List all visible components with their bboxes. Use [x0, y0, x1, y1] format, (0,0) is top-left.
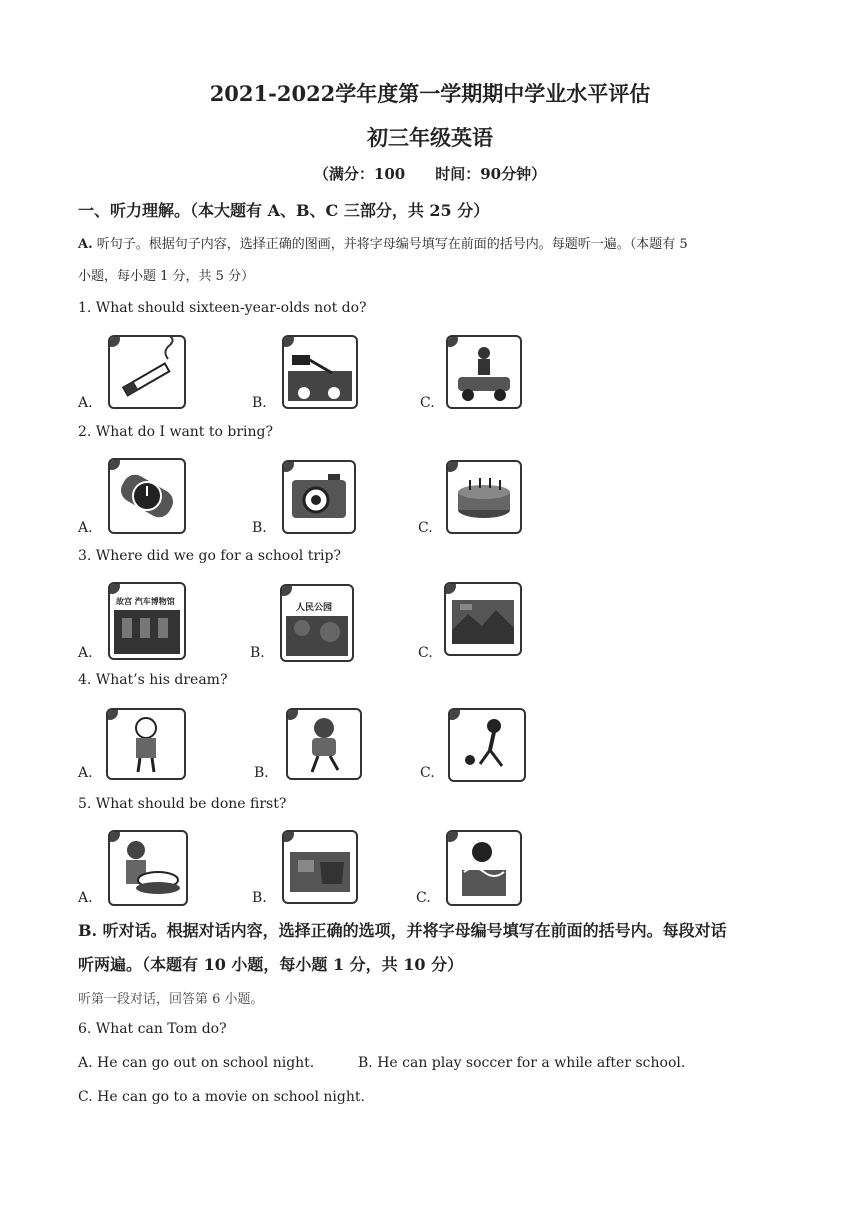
time-info: 时间：90分钟） — [435, 165, 547, 183]
museum-sign-text: 故宫 汽车博物馆 — [116, 596, 175, 606]
football-player-icon — [286, 708, 362, 780]
option-label: B. — [254, 765, 269, 781]
soccer-player-icon — [448, 708, 526, 782]
park-sign-icon — [280, 584, 354, 662]
section-heading: 一、听力理解。（本大题有 A、B、C 三部分，共 25 分） — [78, 201, 490, 220]
option-label: A. — [78, 890, 93, 906]
option-label: A. — [78, 765, 93, 781]
option-label: B. — [252, 395, 267, 411]
question-6-option-c: C. He can go to a movie on school night. — [78, 1089, 365, 1105]
option-label: C. — [418, 645, 433, 661]
question-2: 2. What do I want to bring? — [78, 424, 274, 440]
question-6: 6. What can Tom do? — [78, 1021, 227, 1037]
option-label: C. — [416, 890, 431, 906]
option-label: C. — [418, 520, 433, 536]
watch-icon — [108, 458, 186, 534]
construction-icon — [282, 335, 358, 409]
question-1: 1. What should sixteen-year-olds not do? — [78, 300, 367, 316]
option-label: B. — [250, 645, 265, 661]
score-info: （满分：100 — [313, 165, 406, 183]
question-6-option-a: A. He can go out on school night. — [78, 1055, 315, 1071]
part-a-instruction-line2: 小题，每小题 1 分，共 5 分） — [78, 269, 255, 284]
option-label: A. — [78, 520, 93, 536]
option-label: C. — [420, 765, 435, 781]
laundry-icon — [446, 830, 522, 906]
question-5: 5. What should be done first? — [78, 796, 287, 812]
camera-icon — [282, 460, 356, 534]
museum-sign-icon — [108, 582, 186, 660]
part-b-instruction-line1: B. 听对话。根据对话内容，选择正确的选项，并将字母编号填写在前面的括号内。每段对话 — [78, 921, 727, 940]
driving-car-icon — [446, 335, 522, 409]
park-sign-text: 人民公园 — [296, 603, 333, 613]
washing-dishes-icon — [108, 830, 188, 906]
document-title: 2021-2022学年度第一学期期中学业水平评估 — [209, 81, 651, 106]
document-subtitle: 初三年级英语 — [367, 125, 493, 150]
option-label: A. — [78, 395, 93, 411]
option-label: C. — [420, 395, 435, 411]
question-3: 3. Where did we go for a school trip? — [78, 548, 341, 564]
exam-meta — [0, 163, 860, 184]
dialogue-instruction: 听第一段对话，回答第 6 小题。 — [78, 992, 264, 1007]
cigarette-icon — [108, 335, 186, 409]
part-b-instruction-line2: 听两遍。（本题有 10 小题，每小题 1 分，共 10 分） — [78, 955, 464, 974]
part-a-instruction-line1: A. 听句子。根据句子内容，选择正确的图画，并将字母编号填写在前面的括号内。每题听一遍。（本题有 5 — [78, 237, 688, 252]
question-6-option-b: B. He can play soccer for a while after school. — [358, 1055, 686, 1071]
option-label: B. — [252, 890, 267, 906]
cake-icon — [446, 460, 522, 534]
question-4: 4. What’s his dream? — [78, 672, 228, 688]
cleaning-room-icon — [282, 830, 358, 904]
option-label: B. — [252, 520, 267, 536]
boy-icon — [106, 708, 186, 780]
landscape-icon — [444, 582, 522, 656]
option-label: A. — [78, 645, 93, 661]
